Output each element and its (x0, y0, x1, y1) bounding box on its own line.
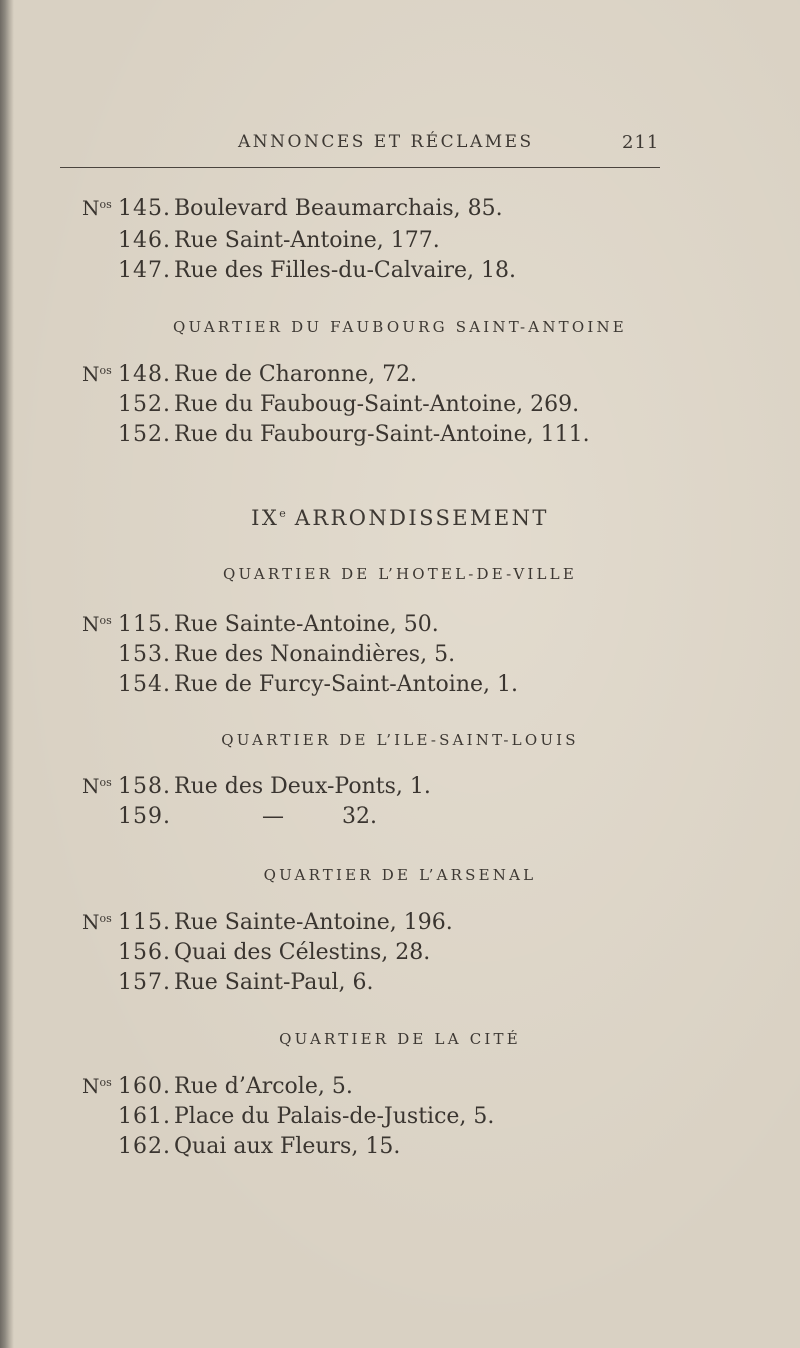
entry-number: 154. (118, 672, 171, 697)
entry-address: Rue Sainte-Antoine, 50. (174, 612, 439, 637)
entry-number: 115. (118, 910, 171, 935)
numbers-prefix: $N^{os}$ (82, 774, 112, 798)
list-item (0, 392, 800, 422)
entry-number: 148. (118, 362, 171, 387)
list-item (0, 422, 800, 452)
entry-number: 152. (118, 422, 171, 447)
entry-number: 159. (118, 804, 171, 829)
entry-number: 152. (118, 392, 171, 417)
entry-address: Place du Palais-de-Justice, 5. (174, 1104, 495, 1129)
entry-address: 32. (342, 804, 377, 829)
entry-address: Quai aux Fleurs, 15. (174, 1134, 401, 1159)
entry-address: Rue d’Arcole, 5. (174, 1074, 353, 1099)
list-item (0, 1104, 800, 1134)
entry-address: Rue des Nonaindières, 5. (174, 642, 456, 667)
entry-number: 146. (118, 228, 171, 253)
entry-address: Rue de Furcy-Saint-Antoine, 1. (174, 672, 518, 697)
arrondissement-heading: IXe ARRONDISSEMENT (251, 506, 549, 530)
entry-number: 162. (118, 1134, 171, 1159)
list-item (0, 910, 800, 940)
entry-number: 158. (118, 774, 171, 799)
entry-number: 115. (118, 612, 171, 637)
list-item (0, 774, 800, 804)
page-number: 211 (622, 132, 660, 153)
quarter-heading: QUARTIER DE L’ARSENAL (263, 866, 537, 884)
entry-address: Rue Saint-Antoine, 177. (174, 228, 440, 253)
entry-number: 161. (118, 1104, 171, 1129)
entry-address: Rue de Charonne, 72. (174, 362, 418, 387)
entry-address: Rue Sainte-Antoine, 196. (174, 910, 453, 935)
entry-address: Quai des Célestins, 28. (174, 940, 431, 965)
quarter-heading: QUARTIER DU FAUBOURG SAINT-ANTOINE (173, 318, 627, 336)
list-item (0, 672, 800, 702)
quarter-heading: QUARTIER DE L’HOTEL-DE-VILLE (223, 565, 577, 583)
list-item (0, 258, 800, 288)
entry-address: Rue du Faubourg-Saint-Antoine, 111. (174, 422, 590, 447)
entry-number: 147. (118, 258, 171, 283)
ditto-dash: — (262, 804, 284, 829)
entry-number: 157. (118, 970, 171, 995)
list-item (0, 1134, 800, 1164)
page-header (0, 128, 800, 158)
entry-number: 160. (118, 1074, 171, 1099)
quarter-heading: QUARTIER DE LA CITÉ (279, 1030, 521, 1048)
list-item (0, 804, 800, 834)
entry-address: Rue du Fauboug-Saint-Antoine, 269. (174, 392, 580, 417)
entry-address: Rue des Filles-du-Calvaire, 18. (174, 258, 517, 283)
list-item (0, 612, 800, 642)
entry-address: Boulevard Beaumarchais, 85. (174, 196, 503, 221)
entry-address: Rue Saint-Paul, 6. (174, 970, 374, 995)
list-item (0, 970, 800, 1000)
numbers-prefix: $N^{os}$ (82, 362, 112, 386)
list-item (0, 940, 800, 970)
entry-address: Rue des Deux-Ponts, 1. (174, 774, 431, 799)
list-item (0, 228, 800, 258)
list-item (0, 642, 800, 672)
entry-number: 145. (118, 196, 171, 221)
numbers-prefix: $N^{os}$ (82, 196, 112, 220)
entry-number: 153. (118, 642, 171, 667)
numbers-prefix: $N^{os}$ (82, 612, 112, 636)
quarter-heading: QUARTIER DE L’ILE-SAINT-LOUIS (221, 731, 579, 749)
entry-number: 156. (118, 940, 171, 965)
numbers-prefix: $N^{os}$ (82, 1074, 112, 1098)
header-rule (60, 167, 660, 168)
numbers-prefix: $N^{os}$ (82, 910, 112, 934)
list-item (0, 362, 800, 392)
list-item (0, 196, 800, 226)
list-item (0, 1074, 800, 1104)
running-title: ANNONCES ET RÉCLAMES (238, 132, 534, 152)
